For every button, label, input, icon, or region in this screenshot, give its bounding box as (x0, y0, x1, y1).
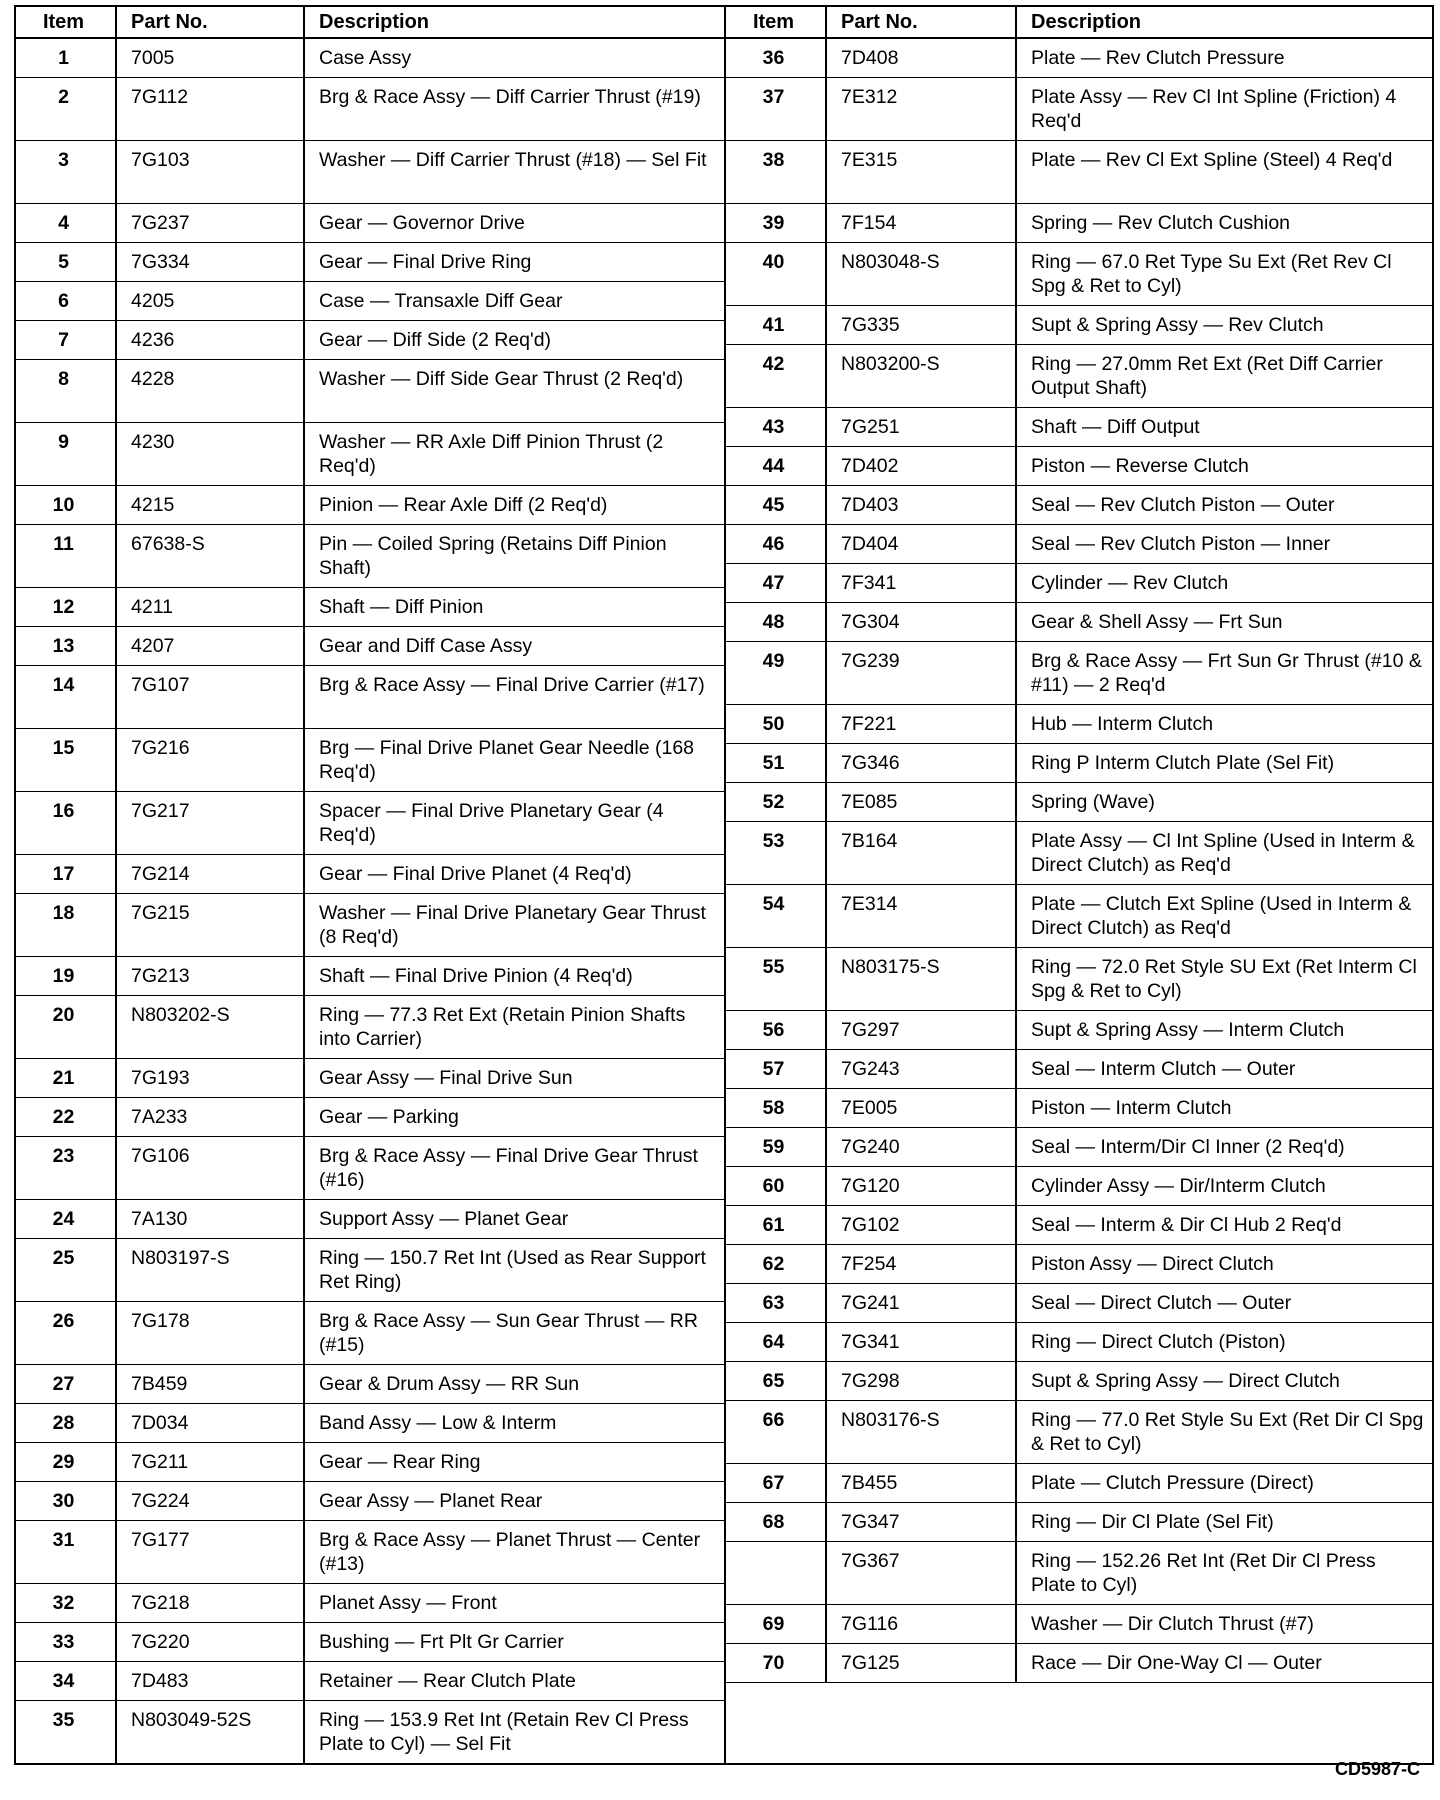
description-cell: Ring — 152.26 Ret Int (Ret Dir Cl Press Plate to Cyl) (1016, 1541, 1432, 1604)
item-cell: 36 (726, 38, 826, 77)
description-cell: Band Assy — Low & Interm (304, 1403, 724, 1442)
parts-table-right (726, 7, 1432, 1763)
item-cell: 25 (16, 1238, 116, 1301)
description-cell: Shaft — Diff Output (1016, 407, 1432, 446)
item-cell: 53 (726, 821, 826, 884)
description-cell: Plate — Clutch Ext Spline (Used in Interm & Direct Clutch) as Req'd (1016, 884, 1432, 947)
table-row (726, 1541, 1432, 1604)
part-no-cell: 7G211 (116, 1442, 304, 1481)
item-cell: 30 (16, 1481, 116, 1520)
item-cell: 46 (726, 524, 826, 563)
part-no-cell: 7E085 (826, 782, 1016, 821)
table-row (726, 1127, 1432, 1166)
item-cell: 16 (16, 791, 116, 854)
part-no-cell: N803197-S (116, 1238, 304, 1301)
description-cell: Ring — 27.0mm Ret Ext (Ret Diff Carrier Output Shaft) (1016, 344, 1432, 407)
part-no-cell: 4228 (116, 359, 304, 422)
parts-rows-left (16, 38, 724, 1763)
table-row (16, 281, 724, 320)
part-no-cell: 7G240 (826, 1127, 1016, 1166)
table-row (16, 1520, 724, 1583)
description-cell: Hub — Interm Clutch (1016, 704, 1432, 743)
item-cell: 56 (726, 1010, 826, 1049)
part-no-cell: 7G216 (116, 728, 304, 791)
item-cell: 21 (16, 1058, 116, 1097)
table-row (726, 446, 1432, 485)
item-cell: 14 (16, 665, 116, 728)
table-row (726, 641, 1432, 704)
part-no-cell: 7G215 (116, 893, 304, 956)
part-no-cell: 7G367 (826, 1541, 1016, 1604)
part-no-cell: 7D402 (826, 446, 1016, 485)
description-cell: Ring — 72.0 Ret Style SU Ext (Ret Interm Cl Spg & Ret to Cyl) (1016, 947, 1432, 1010)
table-row (726, 203, 1432, 242)
description-cell: Plate — Clutch Pressure (Direct) (1016, 1463, 1432, 1502)
part-no-cell: 7E005 (826, 1088, 1016, 1127)
part-no-cell: 7F341 (826, 563, 1016, 602)
table-row (726, 1400, 1432, 1463)
item-cell: 17 (16, 854, 116, 893)
header-item: Item (16, 7, 116, 38)
description-cell: Gear Assy — Final Drive Sun (304, 1058, 724, 1097)
part-no-cell: 7G178 (116, 1301, 304, 1364)
item-cell: 9 (16, 422, 116, 485)
item-cell: 42 (726, 344, 826, 407)
part-no-cell: N803049-52S (116, 1700, 304, 1763)
part-no-cell: 7F221 (826, 704, 1016, 743)
item-cell: 3 (16, 140, 116, 203)
table-row (16, 1136, 724, 1199)
part-no-cell: 7B459 (116, 1364, 304, 1403)
table-row (726, 782, 1432, 821)
table-row (726, 1088, 1432, 1127)
part-no-cell: 7A233 (116, 1097, 304, 1136)
part-no-cell: 7G297 (826, 1010, 1016, 1049)
table-row (726, 1604, 1432, 1643)
description-cell: Spacer — Final Drive Planetary Gear (4 Req'd) (304, 791, 724, 854)
description-cell: Ring — 77.3 Ret Ext (Retain Pinion Shafts into Carrier) (304, 995, 724, 1058)
part-no-cell: 7G125 (826, 1643, 1016, 1682)
figure-code: CD5987-C (1334, 1759, 1420, 1779)
item-cell: 19 (16, 956, 116, 995)
description-cell: Gear & Shell Assy — Frt Sun (1016, 602, 1432, 641)
part-no-cell: 7G107 (116, 665, 304, 728)
description-cell: Bushing — Frt Plt Gr Carrier (304, 1622, 724, 1661)
description-cell: Seal — Interm/Dir Cl Inner (2 Req'd) (1016, 1127, 1432, 1166)
table-row (16, 203, 724, 242)
part-no-cell: 7G193 (116, 1058, 304, 1097)
item-cell: 15 (16, 728, 116, 791)
item-cell: 33 (16, 1622, 116, 1661)
part-no-cell: 7G224 (116, 1481, 304, 1520)
item-cell: 45 (726, 485, 826, 524)
table-row (16, 728, 724, 791)
description-cell: Ring — Dir Cl Plate (Sel Fit) (1016, 1502, 1432, 1541)
description-cell: Spring — Rev Clutch Cushion (1016, 203, 1432, 242)
table-row (16, 1097, 724, 1136)
table-row (16, 320, 724, 359)
item-cell: 48 (726, 602, 826, 641)
part-no-cell: 7G241 (826, 1283, 1016, 1322)
item-cell (726, 1541, 826, 1604)
table-row (16, 1583, 724, 1622)
description-cell: Supt & Spring Assy — Direct Clutch (1016, 1361, 1432, 1400)
part-no-cell: 4211 (116, 587, 304, 626)
parts-rows-right (726, 38, 1432, 1682)
description-cell: Case Assy (304, 38, 724, 77)
table-row (16, 791, 724, 854)
part-no-cell: 7E315 (826, 140, 1016, 203)
description-cell: Gear and Diff Case Assy (304, 626, 724, 665)
part-no-cell: 7G213 (116, 956, 304, 995)
table-row (726, 1166, 1432, 1205)
item-cell: 20 (16, 995, 116, 1058)
item-cell: 12 (16, 587, 116, 626)
table-row (726, 1502, 1432, 1541)
item-cell: 67 (726, 1463, 826, 1502)
description-cell: Brg & Race Assy — Sun Gear Thrust — RR (#15) (304, 1301, 724, 1364)
item-cell: 5 (16, 242, 116, 281)
table-row (726, 821, 1432, 884)
part-no-cell: N803202-S (116, 995, 304, 1058)
description-cell: Brg — Final Drive Planet Gear Needle (168 Req'd) (304, 728, 724, 791)
description-cell: Piston — Interm Clutch (1016, 1088, 1432, 1127)
description-cell: Washer — Dir Clutch Thrust (#7) (1016, 1604, 1432, 1643)
part-no-cell: 7G346 (826, 743, 1016, 782)
description-cell: Plate Assy — Rev Cl Int Spline (Friction) 4 Req'd (1016, 77, 1432, 140)
description-cell: Piston — Reverse Clutch (1016, 446, 1432, 485)
description-cell: Supt & Spring Assy — Rev Clutch (1016, 305, 1432, 344)
table-row (16, 1364, 724, 1403)
description-cell: Pinion — Rear Axle Diff (2 Req'd) (304, 485, 724, 524)
table-row (726, 884, 1432, 947)
table-row (16, 1301, 724, 1364)
item-cell: 10 (16, 485, 116, 524)
description-cell: Race — Dir One-Way Cl — Outer (1016, 1643, 1432, 1682)
header-description: Description (304, 7, 724, 38)
description-cell: Piston Assy — Direct Clutch (1016, 1244, 1432, 1283)
description-cell: Pin — Coiled Spring (Retains Diff Pinion Shaft) (304, 524, 724, 587)
table-row (726, 743, 1432, 782)
table-row (16, 893, 724, 956)
description-cell: Planet Assy — Front (304, 1583, 724, 1622)
part-no-cell: 7G116 (826, 1604, 1016, 1643)
description-cell: Brg & Race Assy — Final Drive Gear Thrust (#16) (304, 1136, 724, 1199)
item-cell: 51 (726, 743, 826, 782)
item-cell: 55 (726, 947, 826, 1010)
item-cell: 54 (726, 884, 826, 947)
table-row (726, 407, 1432, 446)
table-row (16, 995, 724, 1058)
table-row (726, 242, 1432, 305)
description-cell: Ring — Direct Clutch (Piston) (1016, 1322, 1432, 1361)
table-row (726, 1463, 1432, 1502)
table-row (16, 1661, 724, 1700)
part-no-cell: 7D408 (826, 38, 1016, 77)
table-row (726, 140, 1432, 203)
description-cell: Ring — 150.7 Ret Int (Used as Rear Support Ret Ring) (304, 1238, 724, 1301)
part-no-cell: 7G304 (826, 602, 1016, 641)
part-no-cell: 7G214 (116, 854, 304, 893)
parts-table-frame (14, 5, 1434, 1765)
table-row (726, 947, 1432, 1010)
item-cell: 37 (726, 77, 826, 140)
part-no-cell: 7G243 (826, 1049, 1016, 1088)
item-cell: 13 (16, 626, 116, 665)
table-row (16, 1058, 724, 1097)
description-cell: Seal — Interm Clutch — Outer (1016, 1049, 1432, 1088)
description-cell: Gear — Rear Ring (304, 1442, 724, 1481)
item-cell: 35 (16, 1700, 116, 1763)
table-row (726, 38, 1432, 77)
item-cell: 27 (16, 1364, 116, 1403)
table-row (16, 77, 724, 140)
description-cell: Gear — Final Drive Planet (4 Req'd) (304, 854, 724, 893)
table-row (16, 524, 724, 587)
item-cell: 59 (726, 1127, 826, 1166)
item-cell: 22 (16, 1097, 116, 1136)
item-cell: 1 (16, 38, 116, 77)
item-cell: 58 (726, 1088, 826, 1127)
table-row (16, 422, 724, 485)
description-cell: Ring — 67.0 Ret Type Su Ext (Ret Rev Cl Spg & Ret to Cyl) (1016, 242, 1432, 305)
description-cell: Spring (Wave) (1016, 782, 1432, 821)
table-row (726, 1322, 1432, 1361)
table-row (726, 563, 1432, 602)
part-no-cell: 4205 (116, 281, 304, 320)
description-cell: Retainer — Rear Clutch Plate (304, 1661, 724, 1700)
table-row (16, 1700, 724, 1763)
part-no-cell: 7B455 (826, 1463, 1016, 1502)
part-no-cell: 7E314 (826, 884, 1016, 947)
table-row (726, 1244, 1432, 1283)
part-no-cell: 7G298 (826, 1361, 1016, 1400)
item-cell: 31 (16, 1520, 116, 1583)
item-cell: 66 (726, 1400, 826, 1463)
part-no-cell: 4236 (116, 320, 304, 359)
description-cell: Plate — Rev Clutch Pressure (1016, 38, 1432, 77)
part-no-cell: 7G218 (116, 1583, 304, 1622)
table-header-row (726, 7, 1432, 38)
part-no-cell: N803175-S (826, 947, 1016, 1010)
description-cell: Seal — Rev Clutch Piston — Inner (1016, 524, 1432, 563)
item-cell: 52 (726, 782, 826, 821)
description-cell: Gear — Final Drive Ring (304, 242, 724, 281)
item-cell: 41 (726, 305, 826, 344)
item-cell: 28 (16, 1403, 116, 1442)
table-row (16, 1442, 724, 1481)
item-cell: 43 (726, 407, 826, 446)
description-cell: Gear — Diff Side (2 Req'd) (304, 320, 724, 359)
table-row (726, 1643, 1432, 1682)
item-cell: 61 (726, 1205, 826, 1244)
item-cell: 40 (726, 242, 826, 305)
part-no-cell: 7D034 (116, 1403, 304, 1442)
description-cell: Seal — Rev Clutch Piston — Outer (1016, 485, 1432, 524)
table-row (16, 38, 724, 77)
part-no-cell: 7G220 (116, 1622, 304, 1661)
part-no-cell: 7G239 (826, 641, 1016, 704)
part-no-cell: N803200-S (826, 344, 1016, 407)
table-row (16, 1403, 724, 1442)
table-row (16, 956, 724, 995)
description-cell: Seal — Direct Clutch — Outer (1016, 1283, 1432, 1322)
table-row (16, 1481, 724, 1520)
table-row (726, 485, 1432, 524)
part-no-cell: 7E312 (826, 77, 1016, 140)
description-cell: Brg & Race Assy — Diff Carrier Thrust (#19) (304, 77, 724, 140)
table-row (16, 359, 724, 422)
table-row (16, 587, 724, 626)
description-cell: Seal — Interm & Dir Cl Hub 2 Req'd (1016, 1205, 1432, 1244)
description-cell: Supt & Spring Assy — Interm Clutch (1016, 1010, 1432, 1049)
part-no-cell: 7B164 (826, 821, 1016, 884)
part-no-cell: 4207 (116, 626, 304, 665)
description-cell: Cylinder Assy — Dir/Interm Clutch (1016, 1166, 1432, 1205)
description-cell: Plate Assy — Cl Int Spline (Used in Interm & Direct Clutch) as Req'd (1016, 821, 1432, 884)
item-cell: 50 (726, 704, 826, 743)
description-cell: Support Assy — Planet Gear (304, 1199, 724, 1238)
part-no-cell: 7G335 (826, 305, 1016, 344)
item-cell: 70 (726, 1643, 826, 1682)
description-cell: Gear Assy — Planet Rear (304, 1481, 724, 1520)
table-row (726, 524, 1432, 563)
description-cell: Shaft — Final Drive Pinion (4 Req'd) (304, 956, 724, 995)
header-item: Item (726, 7, 826, 38)
item-cell: 2 (16, 77, 116, 140)
item-cell: 18 (16, 893, 116, 956)
part-no-cell: 7G106 (116, 1136, 304, 1199)
description-cell: Plate — Rev Cl Ext Spline (Steel) 4 Req'd (1016, 140, 1432, 203)
part-no-cell: 7D483 (116, 1661, 304, 1700)
item-cell: 64 (726, 1322, 826, 1361)
item-cell: 63 (726, 1283, 826, 1322)
description-cell: Cylinder — Rev Clutch (1016, 563, 1432, 602)
description-cell: Ring — 153.9 Ret Int (Retain Rev Cl Press Plate to Cyl) — Sel Fit (304, 1700, 724, 1763)
table-row (726, 1010, 1432, 1049)
part-no-cell: 7G237 (116, 203, 304, 242)
description-cell: Case — Transaxle Diff Gear (304, 281, 724, 320)
part-no-cell: 7G341 (826, 1322, 1016, 1361)
description-cell: Shaft — Diff Pinion (304, 587, 724, 626)
table-row (726, 344, 1432, 407)
table-row (16, 1622, 724, 1661)
table-row (726, 602, 1432, 641)
table-row (16, 626, 724, 665)
part-no-cell: 7G217 (116, 791, 304, 854)
parts-list-page (14, 5, 1434, 1780)
item-cell: 34 (16, 1661, 116, 1700)
item-cell: 49 (726, 641, 826, 704)
description-cell: Washer — Final Drive Planetary Gear Thrust (8 Req'd) (304, 893, 724, 956)
part-no-cell: 4215 (116, 485, 304, 524)
header-part-no: Part No. (826, 7, 1016, 38)
description-cell: Brg & Race Assy — Planet Thrust — Center (#13) (304, 1520, 724, 1583)
item-cell: 62 (726, 1244, 826, 1283)
table-row (726, 305, 1432, 344)
part-no-cell: 7F254 (826, 1244, 1016, 1283)
item-cell: 23 (16, 1136, 116, 1199)
part-no-cell: 7G177 (116, 1520, 304, 1583)
table-row (726, 704, 1432, 743)
part-no-cell: 7G102 (826, 1205, 1016, 1244)
item-cell: 47 (726, 563, 826, 602)
part-no-cell: 7G120 (826, 1166, 1016, 1205)
item-cell: 68 (726, 1502, 826, 1541)
part-no-cell: 7G112 (116, 77, 304, 140)
description-cell: Washer — Diff Carrier Thrust (#18) — Sel Fit (304, 140, 724, 203)
table-row (16, 1238, 724, 1301)
description-cell: Ring — 77.0 Ret Style Su Ext (Ret Dir Cl Spg & Ret to Cyl) (1016, 1400, 1432, 1463)
parts-table-left (16, 7, 726, 1763)
table-row (726, 77, 1432, 140)
item-cell: 57 (726, 1049, 826, 1088)
part-no-cell: N803176-S (826, 1400, 1016, 1463)
item-cell: 32 (16, 1583, 116, 1622)
table-row (726, 1361, 1432, 1400)
description-cell: Brg & Race Assy — Frt Sun Gr Thrust (#10 & #11) — 2 Req'd (1016, 641, 1432, 704)
header-part-no: Part No. (116, 7, 304, 38)
description-cell: Washer — RR Axle Diff Pinion Thrust (2 Req'd) (304, 422, 724, 485)
description-cell: Brg & Race Assy — Final Drive Carrier (#17) (304, 665, 724, 728)
part-no-cell: 7G334 (116, 242, 304, 281)
item-cell: 11 (16, 524, 116, 587)
item-cell: 26 (16, 1301, 116, 1364)
table-row (16, 242, 724, 281)
item-cell: 24 (16, 1199, 116, 1238)
table-row (16, 854, 724, 893)
part-no-cell: 7D403 (826, 485, 1016, 524)
item-cell: 60 (726, 1166, 826, 1205)
description-cell: Gear — Governor Drive (304, 203, 724, 242)
description-cell: Gear & Drum Assy — RR Sun (304, 1364, 724, 1403)
part-no-cell: 7F154 (826, 203, 1016, 242)
table-header-row (16, 7, 724, 38)
part-no-cell: 7A130 (116, 1199, 304, 1238)
table-row (16, 485, 724, 524)
item-cell: 39 (726, 203, 826, 242)
part-no-cell: 7G347 (826, 1502, 1016, 1541)
table-row (16, 665, 724, 728)
item-cell: 44 (726, 446, 826, 485)
item-cell: 29 (16, 1442, 116, 1481)
header-description: Description (1016, 7, 1432, 38)
table-row (16, 1199, 724, 1238)
item-cell: 4 (16, 203, 116, 242)
table-row (726, 1049, 1432, 1088)
table-row (726, 1205, 1432, 1244)
item-cell: 69 (726, 1604, 826, 1643)
item-cell: 7 (16, 320, 116, 359)
table-row (16, 140, 724, 203)
item-cell: 8 (16, 359, 116, 422)
part-no-cell: 7G103 (116, 140, 304, 203)
part-no-cell: 7D404 (826, 524, 1016, 563)
part-no-cell: 4230 (116, 422, 304, 485)
item-cell: 6 (16, 281, 116, 320)
table-row (726, 1283, 1432, 1322)
description-cell: Ring P Interm Clutch Plate (Sel Fit) (1016, 743, 1432, 782)
item-cell: 38 (726, 140, 826, 203)
part-no-cell: 7G251 (826, 407, 1016, 446)
description-cell: Gear — Parking (304, 1097, 724, 1136)
item-cell: 65 (726, 1361, 826, 1400)
part-no-cell: 67638-S (116, 524, 304, 587)
description-cell: Washer — Diff Side Gear Thrust (2 Req'd) (304, 359, 724, 422)
part-no-cell: N803048-S (826, 242, 1016, 305)
part-no-cell: 7005 (116, 38, 304, 77)
